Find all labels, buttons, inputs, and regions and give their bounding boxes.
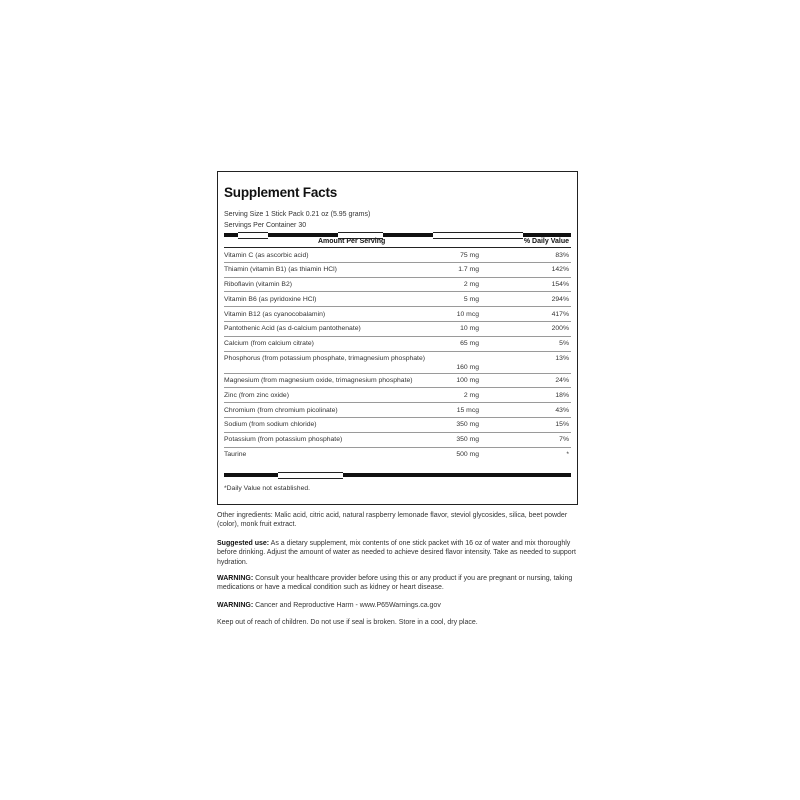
nutrient-name: Potassium (from potassium phosphate) [224, 436, 343, 444]
nutrient-amount: 160 mg [456, 364, 479, 372]
facts-title: Supplement Facts [224, 185, 338, 200]
nutrient-amount: 2 mg [463, 281, 479, 289]
divider-mark [238, 232, 268, 239]
supplement-facts-panel [217, 171, 578, 505]
storage-instructions: Keep out of reach of children. Do not use if seal is broken. Store in a cool, dry place. [217, 619, 478, 626]
nutrient-daily-value: 24% [555, 377, 569, 385]
table-row [224, 433, 571, 448]
nutrient-name: Zinc (from zinc oxide) [224, 391, 289, 399]
table-row [224, 352, 571, 374]
nutrient-name: Riboflavin (vitamin B2) [224, 281, 292, 289]
table-row [224, 248, 571, 263]
divider-mark [433, 232, 523, 239]
nutrient-name: Taurine [224, 451, 247, 459]
table-row [224, 307, 571, 322]
suggested-use-label: Suggested use: [217, 540, 270, 547]
amount-per-serving-header: Amount Per Serving [318, 238, 386, 245]
nutrient-daily-value: 15% [555, 421, 569, 429]
nutrient-daily-value: 7% [559, 436, 569, 444]
nutrient-daily-value: 5% [559, 340, 569, 348]
warning-label: WARNING: [217, 602, 254, 609]
nutrient-name: Thiamin (vitamin B1) (as thiamin HCl) [224, 266, 337, 274]
nutrient-daily-value: 417% [551, 310, 569, 318]
nutrient-amount: 15 mcg [456, 406, 479, 414]
warning-consult [217, 574, 582, 593]
nutrient-amount: 500 mg [456, 451, 479, 459]
nutrient-name: Chromium (from chromium picolinate) [224, 406, 338, 414]
warning-text: Consult your healthcare provider before using this or any product if you are pregnant or nursing, taking medications or have a medical condition such as kidney or heart disease. [217, 575, 573, 592]
suggested-use [217, 539, 582, 567]
nutrient-daily-value: 83% [555, 251, 569, 259]
table-row [224, 278, 571, 293]
nutrient-amount: 75 mg [460, 251, 479, 259]
suggested-use-text: As a dietary supplement, mix contents of one stick packet with 16 oz of water and mix thoroughly before drinking. Adjust the amount of water as needed to achieve desired flavor intensity. Take as needed to support hydration. [217, 540, 576, 566]
table-row [224, 263, 571, 278]
nutrient-amount: 350 mg [456, 436, 479, 444]
warning-prop65 [217, 601, 582, 610]
nutrient-name: Vitamin C (as ascorbic acid) [224, 251, 309, 259]
nutrient-name: Pantothenic Acid (as d-calcium pantothenate) [224, 325, 361, 333]
other-ingredients: Other ingredients: Malic acid, citric acid, natural raspberry lemonade flavor, steviol glycosides, silica, beet powder (color), monk fruit extract. [217, 512, 568, 529]
warning-label: WARNING: [217, 575, 254, 582]
nutrient-daily-value: * [566, 451, 569, 459]
table-row [224, 292, 571, 307]
nutrient-daily-value: 294% [551, 295, 569, 303]
table-row [224, 448, 571, 463]
nutrient-daily-value: 200% [551, 325, 569, 333]
nutrient-amount: 10 mcg [456, 310, 479, 318]
daily-value-footnote: *Daily Value not established. [224, 485, 311, 492]
nutrient-amount: 5 mg [463, 295, 479, 303]
serving-size: Serving Size 1 Stick Pack 0.21 oz (5.95 grams) [224, 211, 371, 218]
nutrient-daily-value: 43% [555, 406, 569, 414]
nutrient-name: Vitamin B6 (as pyridoxine HCl) [224, 295, 317, 303]
nutrient-name: Phosphorus (from potassium phosphate, trimagnesium phosphate) [224, 355, 425, 363]
nutrient-amount: 65 mg [460, 340, 479, 348]
nutrient-daily-value: 18% [555, 391, 569, 399]
table-row [224, 403, 571, 418]
warning-text: Cancer and Reproductive Harm - www.P65Warnings.ca.gov [253, 602, 441, 609]
nutrient-name: Sodium (from sodium chloride) [224, 421, 317, 429]
nutrient-daily-value: 142% [551, 266, 569, 274]
nutrient-name: Magnesium (from magnesium oxide, trimagnesium phosphate) [224, 377, 413, 385]
table-row [224, 388, 571, 403]
nutrient-amount: 10 mg [460, 325, 479, 333]
table-row [224, 374, 571, 389]
thick-divider-bottom [224, 473, 571, 477]
nutrient-amount: 2 mg [463, 391, 479, 399]
daily-value-header: % Daily Value [523, 238, 569, 245]
nutrient-table [224, 248, 571, 462]
nutrient-daily-value: 13% [555, 355, 569, 363]
table-row [224, 418, 571, 433]
nutrient-name: Vitamin B12 (as cyanocobalamin) [224, 310, 326, 318]
table-row [224, 337, 571, 352]
nutrient-amount: 100 mg [456, 377, 479, 385]
table-row [224, 322, 571, 337]
nutrient-amount: 1.7 mg [458, 266, 479, 274]
servings-per-container: Servings Per Container 30 [224, 222, 307, 229]
nutrient-amount: 350 mg [456, 421, 479, 429]
nutrient-name: Calcium (from calcium citrate) [224, 340, 314, 348]
nutrient-daily-value: 154% [551, 281, 569, 289]
divider-mark [278, 472, 343, 479]
